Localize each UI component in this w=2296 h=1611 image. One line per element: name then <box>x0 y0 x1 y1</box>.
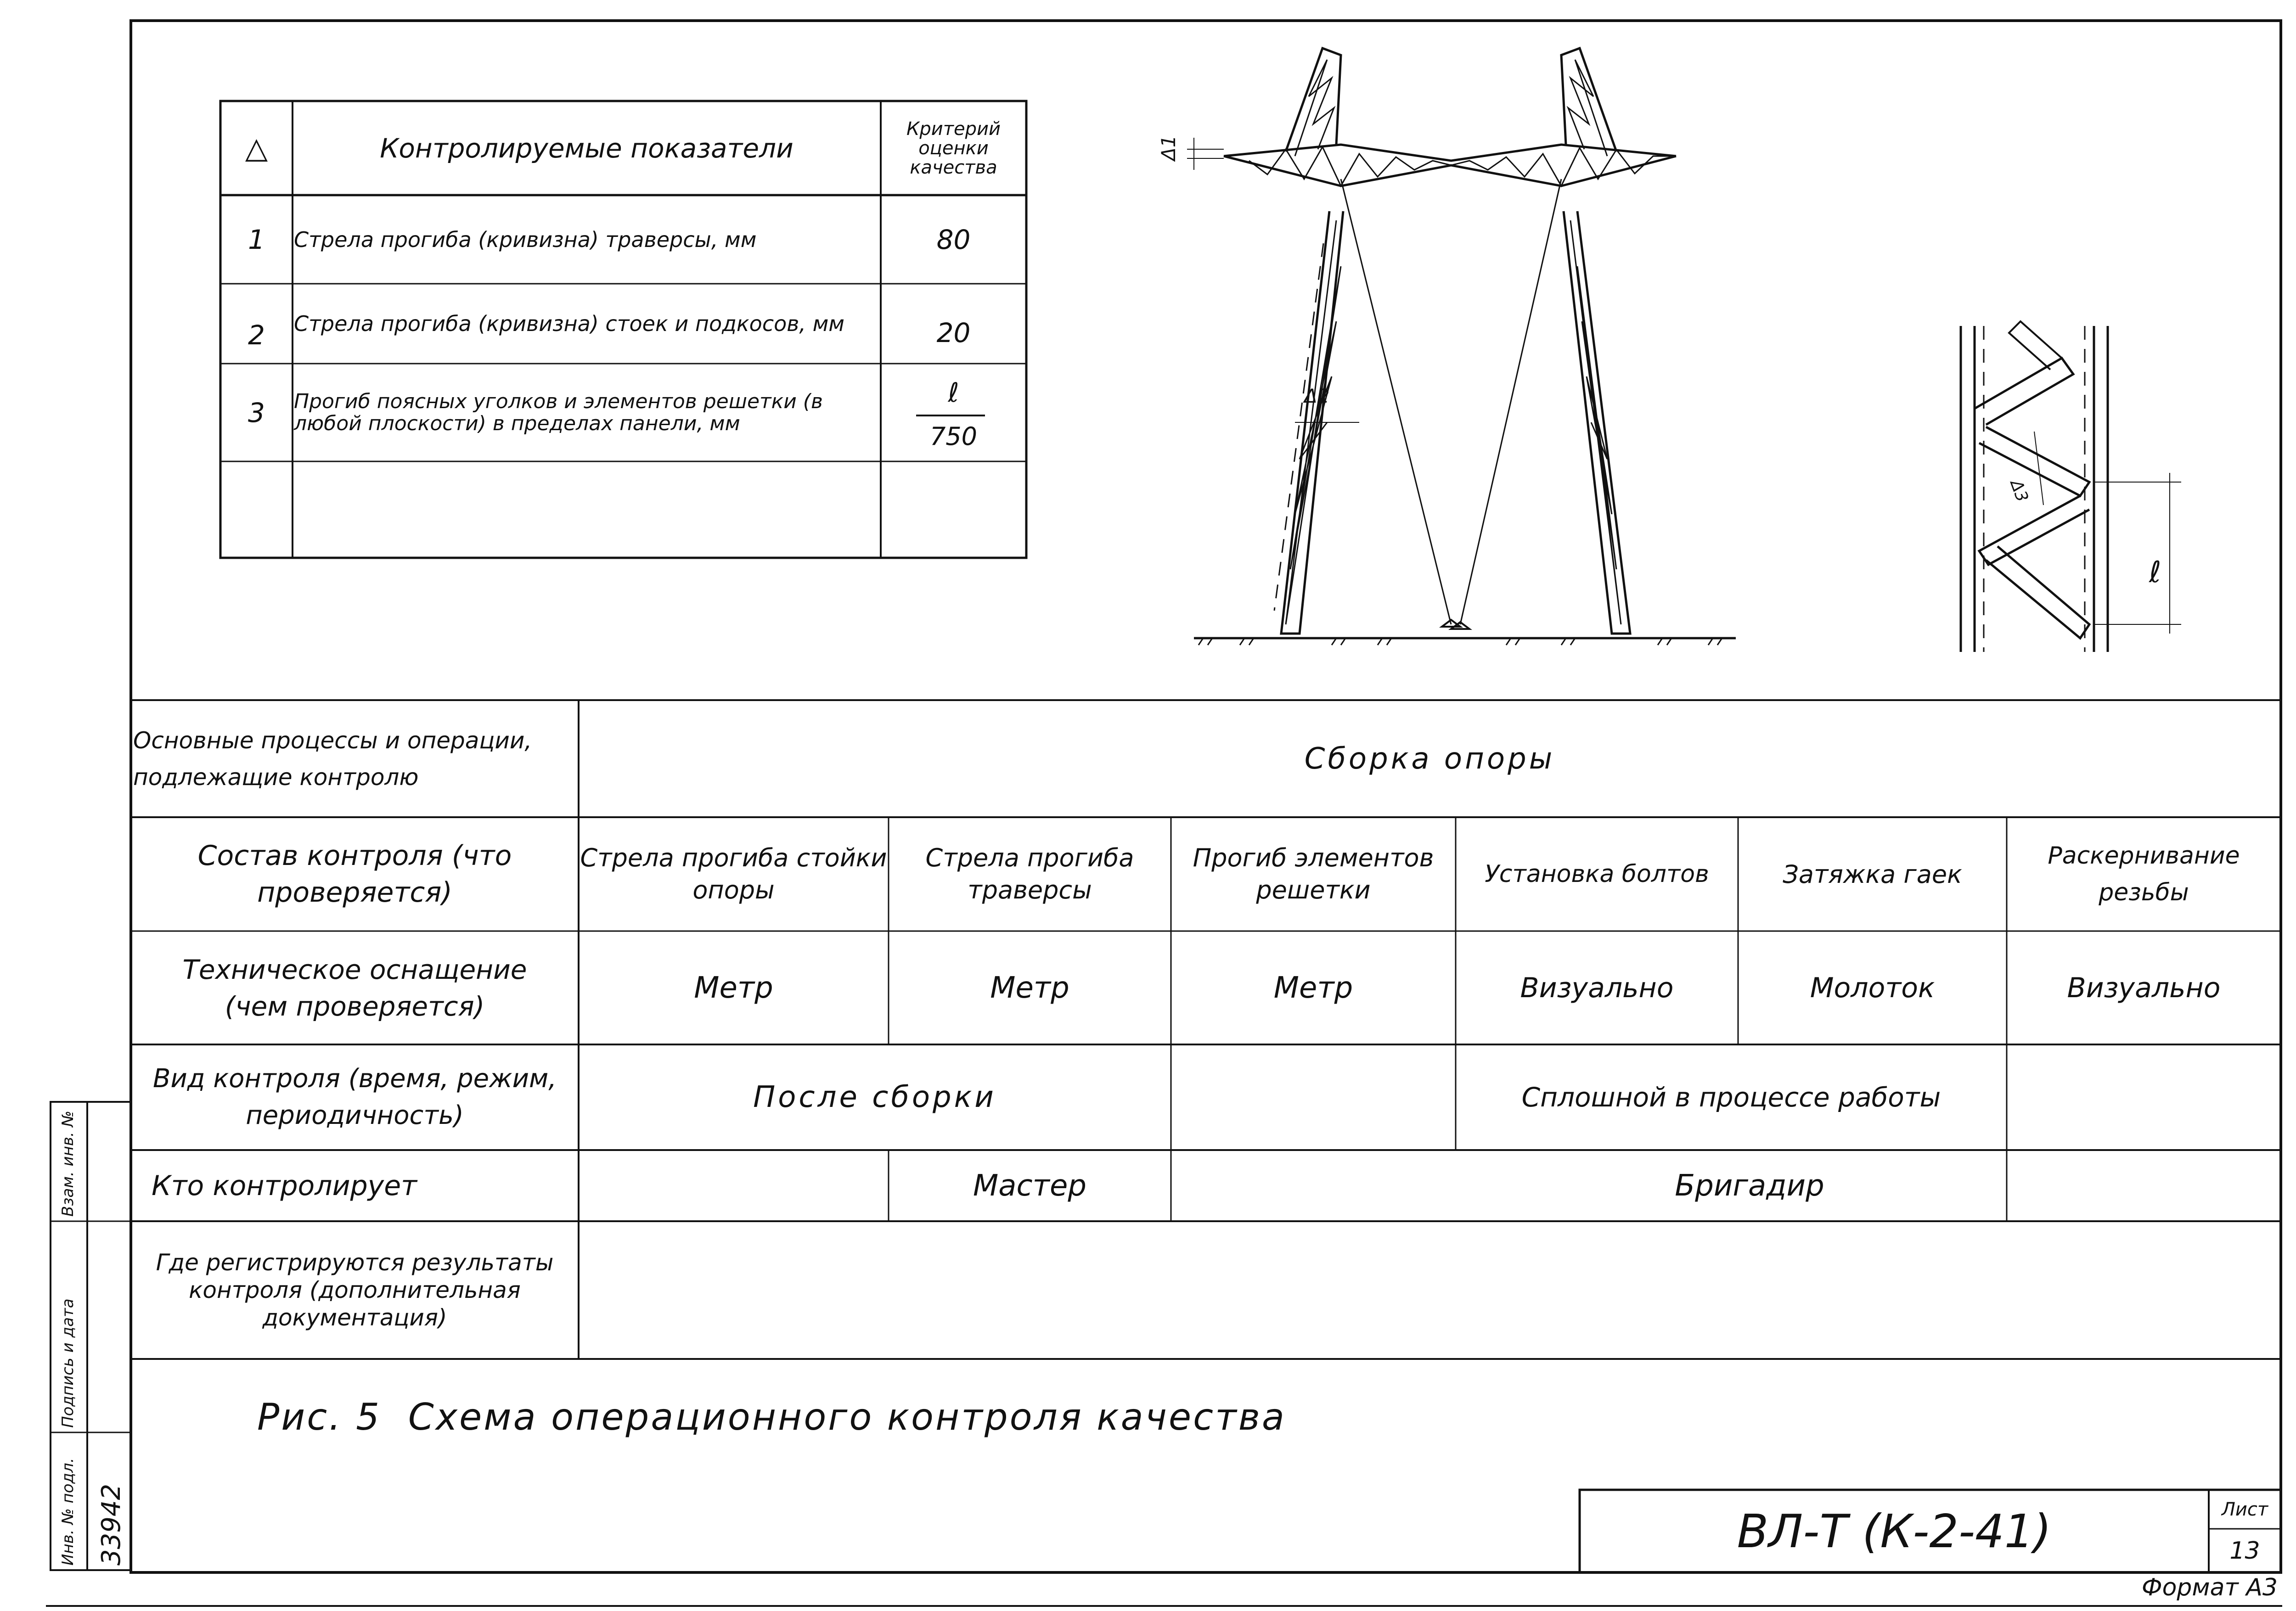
delta-header: △ <box>245 131 268 165</box>
figure-caption: Рис. 5 Схема операционного контроля качества <box>257 1396 1286 1438</box>
composition-5: Затяжка гаек <box>1783 859 1962 889</box>
control-type-continuous: Сплошной в процессе работы <box>1521 1082 1941 1113</box>
equipment-5: Молоток <box>1810 971 1935 1004</box>
registration-label: Где регистрируются результаты контроля (дополнительная документация) <box>156 1249 554 1331</box>
indicators-header: Контролируемые показатели <box>380 132 793 164</box>
equipment-2: Метр <box>990 971 1069 1005</box>
document-code: ВЛ-Т (К-2-41) <box>1737 1504 2052 1558</box>
stamp-sign-date-label: Подпись и дата <box>59 1298 77 1428</box>
equipment-label: Техническое оснащение (чем проверяется) <box>182 954 527 1022</box>
criterion-header: Критерий оценки качества <box>906 118 1001 178</box>
who-foreman: Бригадир <box>1675 1168 1824 1203</box>
composition-1: Стрела прогиба стойки опоры <box>580 843 887 904</box>
row1-num: 1 <box>248 224 265 255</box>
ell-label: ℓ <box>2149 556 2161 589</box>
equipment-6: Визуально <box>2067 971 2221 1004</box>
row3-text: Прогиб поясных уголков и элементов решетки (в любой плоскости) в пределах панели, мм <box>294 389 823 435</box>
tower-diagram <box>1148 28 1768 689</box>
processes-value: Сборка опоры <box>1304 741 1555 776</box>
control-type-after-assembly: После сборки <box>753 1080 996 1114</box>
stamp-inventory-label: Инв. № подл. <box>59 1458 77 1566</box>
equipment-3: Метр <box>1273 971 1353 1005</box>
processes-label: Основные процессы и операции, подлежащие контролю <box>133 727 532 791</box>
composition-2: Стрела прогиба траверсы <box>925 843 1134 904</box>
composition-label: Состав контроля (что проверяется) <box>197 840 512 909</box>
delta1-label: Δ1 <box>1157 135 1180 161</box>
row1-text: Стрела прогиба (кривизна) траверсы, мм <box>294 227 757 252</box>
row2-num: 2 <box>248 320 265 351</box>
delta2-label: Δ2 <box>1304 385 1330 407</box>
delta3-label: Δ3 <box>2006 477 2032 505</box>
control-type-label: Вид контроля (время, режим, периодичность) <box>152 1064 557 1130</box>
row3-value-denominator: 750 <box>929 421 978 451</box>
composition-3: Прогиб элементов решетки <box>1193 843 1434 904</box>
stamp-number: 33942 <box>96 1483 126 1566</box>
row3-num: 3 <box>248 397 265 428</box>
sheet-number: 13 <box>2229 1537 2260 1565</box>
stamp-replace-inv-label: Взам. инв. № <box>59 1111 77 1217</box>
composition-4: Установка болтов <box>1485 860 1709 888</box>
format-label: Формат А3 <box>2141 1574 2278 1601</box>
row2-text: Стрела прогиба (кривизна) стоек и подкосов, мм <box>294 311 845 336</box>
who-master: Мастер <box>973 1168 1086 1203</box>
composition-6: Раскернивание резьбы <box>2048 842 2240 906</box>
row2-value: 20 <box>936 317 971 348</box>
who-controls-label: Кто контролирует <box>152 1169 417 1202</box>
row3-value-numerator: ℓ <box>948 377 959 408</box>
equipment-1: Метр <box>694 971 773 1005</box>
equipment-4: Визуально <box>1520 971 1674 1004</box>
sheet-label: Лист <box>2221 1499 2268 1520</box>
row1-value: 80 <box>936 224 971 255</box>
lattice-detail-diagram <box>1942 312 2200 661</box>
